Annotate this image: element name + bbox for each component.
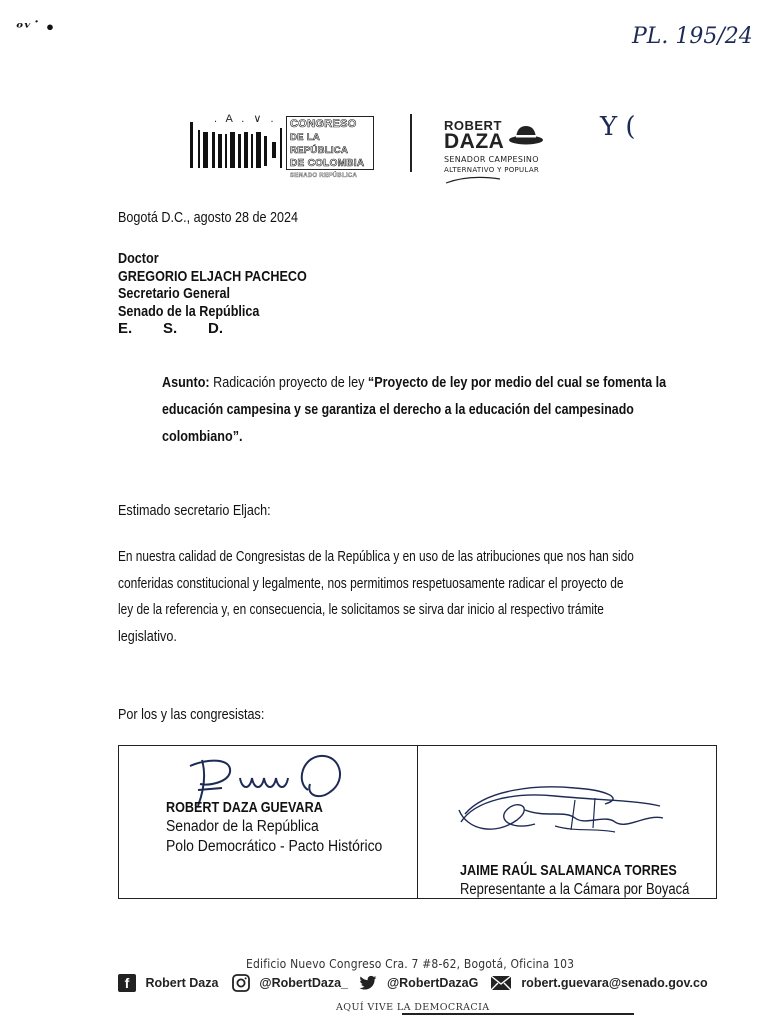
footer-social-row <box>118 974 718 998</box>
stamp-line-4: SENADO REPÚBLICA <box>290 173 358 179</box>
twitter-handle: @RobertDazaG <box>386 976 479 990</box>
body-line: En nuestra calidad de Congresistas de la República y en uso de las atribuciones que nos han sido <box>118 548 634 565</box>
subject-line-1: Asunto: Radicación proyecto de ley “Proyecto de ley por medio del cual se fomenta la <box>162 374 667 391</box>
signature-1-role: Senador de la República <box>166 818 319 835</box>
signature-2-name: JAIME RAÚL SALAMANCA TORRES <box>460 862 677 879</box>
stamp-line-1: CONGRESO <box>290 118 357 130</box>
salutation: Estimado secretario Eljach: <box>118 502 271 519</box>
subject-line-3: colombiano”. <box>162 428 243 445</box>
stamp-line-3: DE COLOMBIA <box>290 158 365 169</box>
recipient-esd: E. S. D. <box>118 320 223 337</box>
handwritten-reference: PL. 195/24 <box>632 24 753 49</box>
recipient-name: GREGORIO ELJACH PACHECO <box>118 267 307 285</box>
body-paragraph <box>118 544 768 650</box>
stamp-divider <box>410 114 412 172</box>
logo-subtitle-1: SENADOR CAMPESINO <box>444 155 539 164</box>
body-line: conferidas constitucional y legalmente, nos permitimos respetuosamente radicar el proyecto de <box>118 574 624 592</box>
signature-jaime-salamanca <box>455 770 675 850</box>
hat-icon <box>508 124 544 146</box>
signature-1-party: Polo Democrático - Pacto Histórico <box>166 838 383 855</box>
twitter-icon <box>359 975 377 991</box>
recipient-block <box>118 250 343 338</box>
logo-subtitle-2: ALTERNATIVO Y POPULAR <box>444 166 540 174</box>
email-address: robert.guevara@senado.gov.co <box>521 976 708 990</box>
letter-date: Bogotá D.C., agosto 28 de 2024 <box>118 209 299 226</box>
body-line: legislativo. <box>118 627 177 645</box>
robert-daza-logo <box>444 118 584 188</box>
recipient-title: Doctor <box>118 250 159 267</box>
instagram-handle: @RobertDaza_ <box>259 976 348 990</box>
stamp-box <box>286 116 374 179</box>
closing: Por los y las congresistas: <box>118 706 265 723</box>
facebook-icon: f <box>118 974 136 992</box>
barcode-icon <box>190 122 285 168</box>
facebook-handle: Robert Daza <box>145 976 219 990</box>
recipient-org: Senado de la República <box>118 302 260 320</box>
subject-line-2: educación campesina y se garantiza el derecho a la educación del campesinado <box>162 401 634 418</box>
recipient-role: Secretario General <box>118 285 231 302</box>
signature-1-name: ROBERT DAZA GUEVARA <box>166 799 323 816</box>
logo-swoosh <box>444 173 504 187</box>
signature-2-role: Representante a la Cámara por Boyacá <box>460 881 690 898</box>
footer-address: Edificio Nuevo Congreso Cra. 7 #8-62, Bogotá, Oficina 103 <box>246 957 575 971</box>
handwritten-marks-top-left: ᵒᵛ˙ • <box>16 18 56 37</box>
stamp-marks: . Α . ∨ . <box>214 113 277 125</box>
body-line: ley de la referencia y, en consecuencia, le solicitamos se sirva dar inicio al respectivo trámite <box>118 601 604 618</box>
logo-first-name: ROBERT <box>444 118 502 133</box>
instagram-icon <box>232 974 250 992</box>
stamp-line-2: DE LA REPÚBLICA <box>290 132 349 156</box>
logo-last-name: DAZA <box>444 130 505 153</box>
footer-slogan: AQUÍ VIVE LA DEMOCRACIA <box>336 1002 490 1013</box>
footer-slogan-underline <box>402 1013 634 1015</box>
signature-divider <box>417 745 418 898</box>
handwritten-checkmark: Y ( <box>600 112 636 142</box>
email-icon <box>490 975 512 991</box>
reception-stamp <box>190 112 410 179</box>
